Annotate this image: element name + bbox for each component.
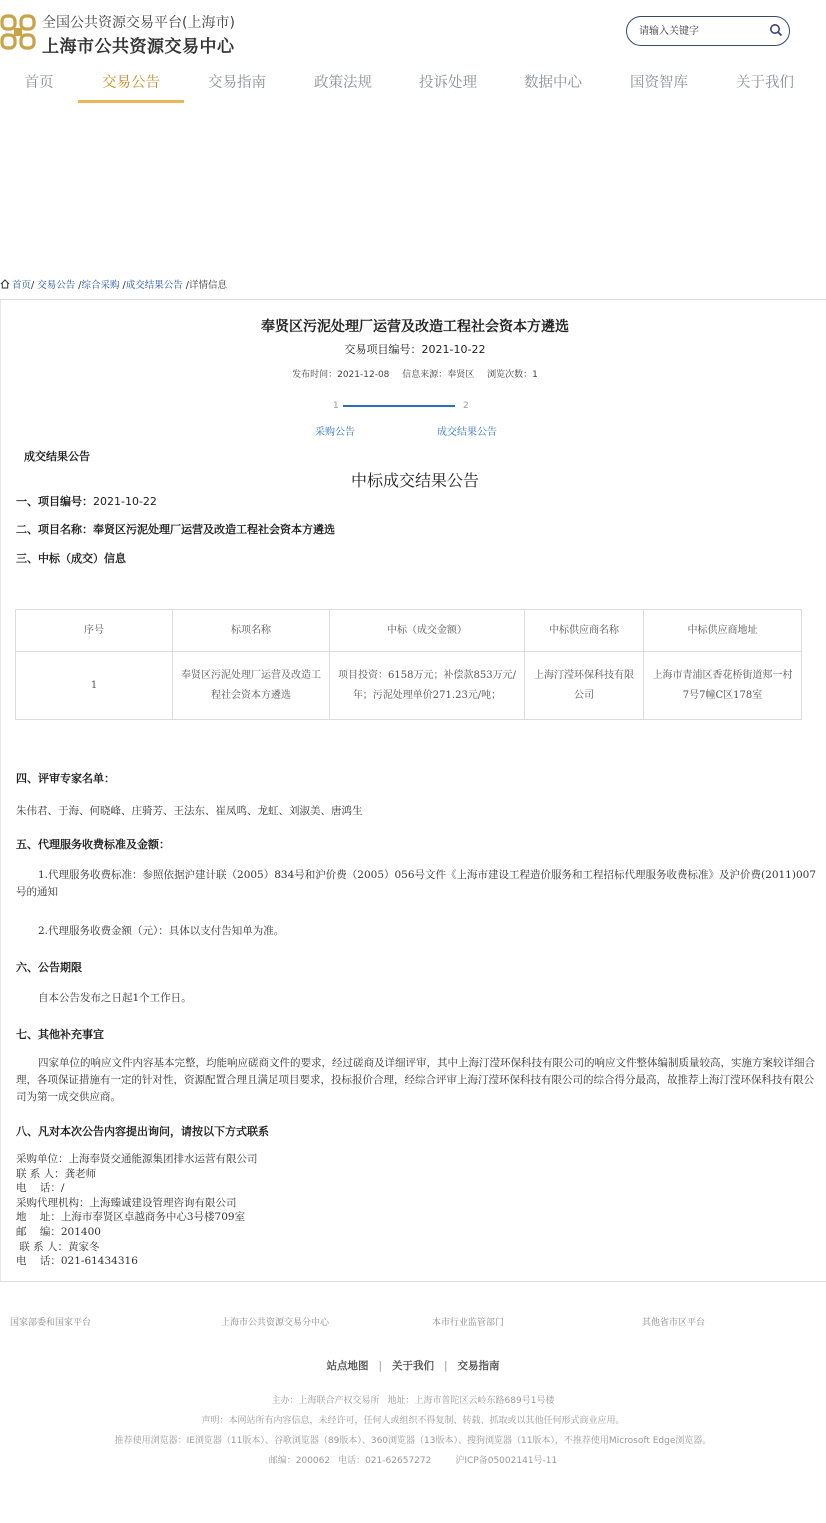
search-box [626, 16, 790, 46]
table-header: 中标供应商名称 [525, 610, 644, 652]
nav-item-policy[interactable]: 政策法规 [314, 75, 372, 91]
table-cell: 奉贤区污泥处理厂运营及改造工程社会资本方遴选 [173, 652, 330, 720]
breadcrumb-announcements[interactable]: 交易公告 [37, 280, 76, 291]
table-cell: 上海市青浦区香花桥街道郏一村7号7幢C区178室 [644, 652, 802, 720]
nav-item-think-tank[interactable]: 国资智库 [630, 75, 688, 91]
fee-standard: 1.代理服务收费标准：参照依据沪建计联（2005）834号和沪价费（2005）056号文件《上海市建设工程造价服务和工程招标代理服务收费标准》及沪价费(2011)007号的通知 [16, 869, 816, 898]
footer-phone: 电话：021-62657272 [338, 1456, 432, 1466]
nav-item-guide[interactable]: 交易指南 [208, 75, 266, 91]
step-procurement-announcement[interactable]: 采购公告 [315, 427, 355, 438]
project-name-value: 奉贤区污泥处理厂运营及改造工程社会资本方遴选 [93, 523, 335, 536]
footer-link-other-provinces[interactable]: 其他省市区平台 [642, 1318, 706, 1328]
project-number: 交易项目编号：2021-10-22 [344, 343, 486, 356]
table-cell: 上海汀滢环保科技有限公司 [525, 652, 644, 720]
info-source: 信息来源：奉贤区 [402, 370, 475, 380]
footer-link-branch-centers[interactable]: 上海市公共资源交易分中心 [221, 1318, 330, 1328]
contact-line: 电 话：/ [16, 1182, 65, 1195]
section-6-heading: 六、公告期限 [16, 961, 82, 974]
table-header: 标项名称 [173, 610, 330, 652]
contact-info [16, 1152, 258, 1269]
footer-postcode: 邮编：200062 [268, 1456, 331, 1466]
search-icon[interactable] [769, 23, 783, 37]
section-2: 二、项目名称：奉贤区污泥处理厂运营及改造工程社会资本方遴选 [16, 523, 335, 536]
footer-sitemap-link[interactable]: 站点地图 [326, 1360, 369, 1372]
footer-host-line [0, 1393, 826, 1406]
step-result-announcement[interactable]: 成交结果公告 [437, 427, 497, 438]
section-5-heading: 五、代理服务收费标准及金额： [16, 838, 170, 851]
section-7-heading: 七、其他补充事宜 [16, 1028, 104, 1041]
table-header: 中标（成交金额） [330, 610, 525, 652]
contact-line: 采购单位：上海奉贤交通能源集团排水运营有限公司 [16, 1153, 258, 1165]
notice-period: 自本公告发布之日起1个工作日。 [38, 992, 192, 1004]
footer-about-link[interactable]: 关于我们 [392, 1360, 434, 1372]
step-1-number: 1 [333, 401, 339, 411]
project-number-value: 2021-10-22 [93, 495, 157, 508]
nav-item-data-center[interactable]: 数据中心 [524, 75, 582, 91]
nav-item-complaints[interactable]: 投诉处理 [419, 75, 477, 91]
footer-contact-line [0, 1453, 826, 1466]
view-count: 浏览次数：1 [487, 370, 538, 380]
table-header: 中标供应商地址 [644, 610, 802, 652]
fee-amount: 2.代理服务收费金额（元）：具体以支付告知单为准。 [38, 925, 285, 937]
section-3-heading: 三、中标（成交）信息 [16, 552, 126, 565]
table-header-row [16, 610, 802, 652]
expert-list: 朱伟君、于海、何晓峰、庄骑芳、王法东、崔凤鸣、龙虹、刘淑美、唐鸿生 [16, 805, 363, 817]
section-8-heading: 八、凡对本次公告内容提出询问，请按以下方式联系 [16, 1125, 269, 1138]
section-label: 成交结果公告 [24, 450, 90, 463]
publish-time: 发布时间：2021-12-08 [292, 370, 390, 380]
footer-host: 主办：上海联合产权交易所 [271, 1396, 380, 1406]
site-title[interactable]: 上海市公共资源交易中心 [42, 37, 235, 57]
platform-name: 全国公共资源交易平台(上海市) [42, 15, 235, 31]
nav-item-announcements[interactable]: 交易公告 [102, 75, 160, 91]
article-meta [0, 367, 826, 380]
announcement-heading: 中标成交结果公告 [350, 471, 479, 490]
step-2-number: 2 [463, 401, 469, 411]
footer-browsers: 推荐使用浏览器：IE浏览器（11版本）、谷歌浏览器（89版本）、360浏览器（13版本）、搜狗浏览器（11版本），不推荐使用Microsoft Edge浏览器。 [114, 1436, 712, 1446]
table-header: 序号 [16, 610, 173, 652]
section-1: 一、项目编号：2021-10-22 [16, 495, 157, 508]
site-logo-icon[interactable] [0, 14, 36, 50]
contact-line: 采购代理机构：上海臻诚建设管理咨询有限公司 [16, 1196, 237, 1209]
footer-link-regulators[interactable]: 本市行业监管部门 [432, 1318, 505, 1328]
contact-line: 联 系 人：龚老师 [16, 1167, 97, 1180]
result-table [15, 609, 802, 720]
supplementary-notes: 四家单位的响应文件内容基本完整，均能响应磋商文件的要求，经过磋商及详细评审，其中上海汀滢环保科技有限公司的响应文件整体编制质量较高，实施方案较详细合理，各项保证措施有一定的针对性，资源配置合理且满足项目要求，投标报价合理，经综合评审上海汀滢环保科技有限公司的综合得分最高，故推荐上海汀滢环保科技有限公司为第一成交供应商。 [16, 1057, 815, 1103]
search-input[interactable] [639, 23, 759, 39]
footer-statement: 声明：本网站所有内容信息，未经许可，任何人或组织不得复制、转载、抓取或以其他任何形式商业应用。 [201, 1416, 625, 1426]
contact-line: 电 话：021-61434316 [16, 1255, 138, 1268]
footer-nav: 站点地图 | 关于我们 | 交易指南 [326, 1360, 500, 1372]
table-cell: 1 [16, 652, 173, 720]
nav-item-about[interactable]: 关于我们 [736, 75, 794, 91]
contact-line: 地 址：上海市奉贤区卓越商务中心3号楼709室 [16, 1211, 246, 1224]
breadcrumb-results[interactable]: 成交结果公告 [125, 280, 183, 291]
breadcrumb: 首页/ 交易公告 /综合采购 /成交结果公告 /详情信息 [0, 279, 227, 293]
breadcrumb-home[interactable]: 首页 [12, 280, 32, 291]
step-progress-line [343, 405, 455, 407]
section-4-heading: 四、评审专家名单： [16, 772, 115, 785]
article-title: 奉贤区污泥处理厂运营及改造工程社会资本方遴选 [261, 319, 569, 335]
nav-active-indicator [78, 100, 184, 103]
footer-guide-link[interactable]: 交易指南 [457, 1360, 500, 1372]
footer-link-national[interactable]: 国家部委和国家平台 [10, 1318, 92, 1328]
nav-item-home[interactable]: 首页 [24, 75, 54, 91]
home-icon [0, 279, 10, 289]
breadcrumb-procurement[interactable]: 综合采购 [81, 280, 120, 291]
table-row [16, 652, 802, 720]
contact-line: 联 系 人：黄家冬 [16, 1240, 100, 1253]
footer-address: 地址：上海市普陀区云岭东路689号1号楼 [387, 1396, 555, 1406]
contact-line: 邮 编：201400 [16, 1225, 101, 1238]
breadcrumb-current: 详情信息 [189, 280, 228, 291]
table-cell: 项目投资：6158万元；补偿款853万元/年；污泥处理单价271.23元/吨； [330, 652, 525, 720]
footer-icp[interactable]: 沪ICP备05002141号-11 [455, 1456, 558, 1466]
